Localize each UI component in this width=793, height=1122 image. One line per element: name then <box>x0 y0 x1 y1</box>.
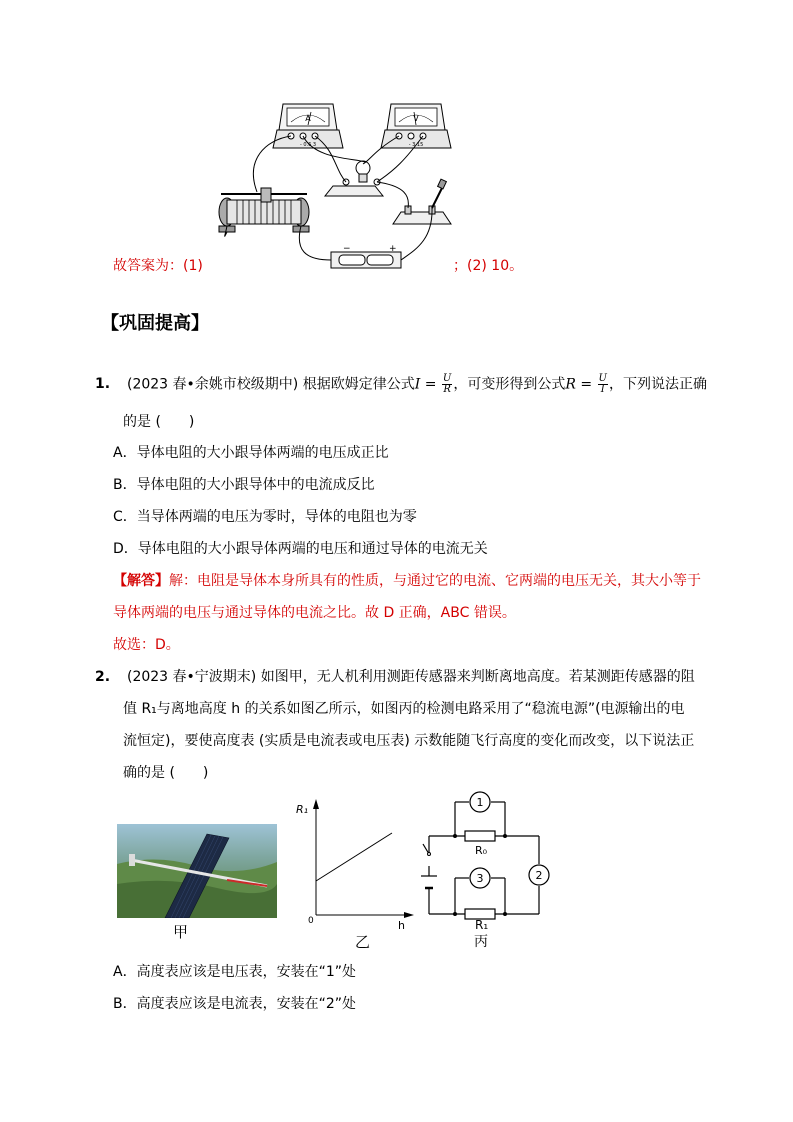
question-2-stem-line3: 流恒定)，要使高度表 (实质是电流表或电压表) 示数能随飞行高度的变化而改变，以下说法正 <box>123 733 695 749</box>
analysis-text1: 解：电阻是导体本身所具有的性质，与通过它的电流、它两端的电压无关，其大小等于 <box>169 573 701 589</box>
question-1-number: 1. <box>95 376 111 392</box>
r1-vs-h-graph <box>290 795 415 935</box>
knife-switch <box>393 179 451 224</box>
meter-2-label: 2 <box>535 869 543 882</box>
fig-yi-label: 乙 <box>355 933 371 951</box>
question-2-stem-line2: 值 R₁与离地高度 h 的关系如图乙所示，如图丙的检测电路采用了“稳流电源”(电源输出的电 <box>123 701 685 717</box>
formula2-lhs: R <box>565 376 576 393</box>
voltmeter-letter: V <box>413 114 419 123</box>
formula2-numerator: U <box>598 373 607 384</box>
question-1-analysis-line1 <box>113 571 701 591</box>
r1-label: R₁ <box>475 918 489 932</box>
battery-minus-label: − <box>343 244 351 254</box>
question-2-stem-line4: 确的是 ( ) <box>123 765 209 781</box>
question-1-stem-line1: (2023 春•余姚市校级期中) 根据欧姆定律公式I = $\frac{U}{R}$ ，可变形得到公式R = $\frac{U}{I}$ ，下列说法正确 <box>127 373 707 395</box>
formula1-lhs: I <box>414 376 421 393</box>
formula1-fraction <box>442 374 452 395</box>
ammeter-letter: A <box>305 114 311 123</box>
lamp-on-board <box>325 161 383 196</box>
voltmeter <box>381 104 451 148</box>
question-1-choice: 故选：D。 <box>113 637 180 653</box>
formula1-denominator: R <box>443 384 451 395</box>
formula2-fraction <box>598 374 608 395</box>
question-1-option-b[interactable]: B．导体电阻的大小跟导体中的电流成反比 <box>113 477 375 493</box>
analysis-tag: 【解答】 <box>113 573 169 589</box>
answer-prefix: 故答案为：(1) <box>113 258 203 274</box>
answer-suffix: ；(2) 10。 <box>453 258 524 274</box>
question-1-text-b: ，可变形得到公式 <box>453 376 566 393</box>
question-2-option-b[interactable]: B．高度表应该是电流表，安装在“2”处 <box>113 996 357 1012</box>
meter-3-label: 3 <box>476 872 484 885</box>
ammeter <box>273 104 343 148</box>
detection-circuit <box>415 788 555 920</box>
battery-holder <box>331 244 401 268</box>
formula2-denominator: I <box>600 384 605 395</box>
formula1-numerator: U <box>442 373 452 384</box>
question-1-text-c: ，下列说法正确 <box>608 376 707 393</box>
ammeter-terminal-labels: - 0.6 3 <box>299 142 317 148</box>
question-1-analysis-line2: 导体两端的电压与通过导体的电流之比。故 D 正确，ABC 错误。 <box>113 605 516 621</box>
experiment-circuit-figure <box>205 100 455 275</box>
fig-bing-label: 丙 <box>474 934 488 950</box>
section-heading: 【巩固提高】 <box>101 313 209 334</box>
question-1-option-a[interactable]: A．导体电阻的大小跟导体两端的电压成正比 <box>113 445 389 461</box>
question-1-source: (2023 春•余姚市校级期中) 根据欧姆定律公式 <box>127 376 415 393</box>
graph-y-label: R₁ <box>296 803 309 816</box>
meter-1-label: 1 <box>476 796 484 809</box>
question-2-number: 2. <box>95 669 111 685</box>
question-2-option-a[interactable]: A．高度表应该是电压表，安装在“1”处 <box>113 964 356 980</box>
r0-label: R₀ <box>475 844 488 857</box>
question-1-stem-line2: 的是 ( ) <box>123 414 195 430</box>
question-2-stem-line1: (2023 春•宁波期末) 如图甲，无人机利用测距传感器来判断离地高度。若某测距传感器的阻 <box>127 669 695 685</box>
connecting-wires <box>225 136 432 260</box>
graph-origin-label: 0 <box>308 916 314 926</box>
fig-jia-label: 甲 <box>173 923 189 941</box>
resistor-r0 <box>465 831 495 841</box>
sliding-rheostat <box>219 188 309 232</box>
voltmeter-terminal-labels: - 3 15 <box>408 142 424 148</box>
graph-line <box>316 833 392 881</box>
graph-x-label: h <box>398 919 405 932</box>
question-1-option-c[interactable]: C．当导体两端的电压为零时，导体的电阻也为零 <box>113 509 417 525</box>
question-1-option-d[interactable]: D．导体电阻的大小跟导体两端的电压和通过导体的电流无关 <box>113 541 488 557</box>
battery-plus-label: + <box>389 244 397 254</box>
drone-photo <box>117 824 277 918</box>
